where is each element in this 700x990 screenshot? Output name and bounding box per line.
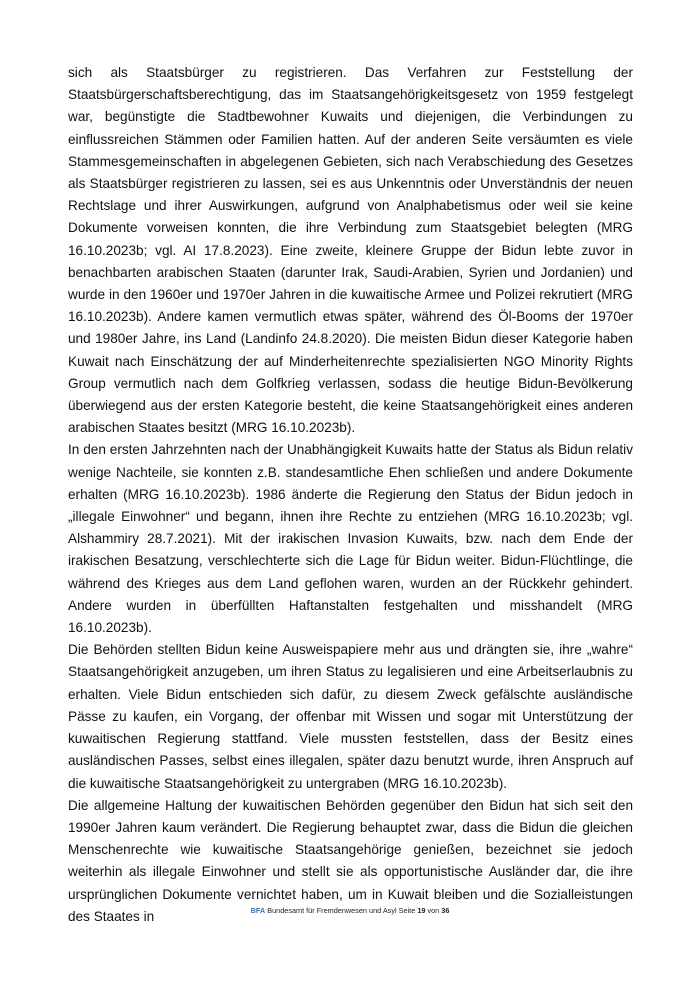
paragraph-4: Die allgemeine Haltung der kuwaitischen Behörden gegenüber den Bidun hat sich seit den 1990er Jahren kaum verändert. Die Regierung behauptet zwar, dass die Bidun die gleichen Menschenrechte wie kuwaitische Staatsangehörige genießen, bezeichnet sie jedoch weiterhin als illegale Einwohner und stellt sie als opportunistische Ausländer dar, die ihre ursprünglichen Dokumente vernichtet haben, um in Kuwait bleiben und die Sozialleistungen des Staates in xyxy=(68,797,633,924)
bfa-logo-text: BFA xyxy=(250,906,266,915)
footer-of-word: von xyxy=(427,906,440,915)
footer-page-current: 19 xyxy=(417,906,426,915)
document-body xyxy=(68,62,633,928)
footer-page-word: Seite xyxy=(398,906,416,915)
footer-page-total: 36 xyxy=(441,906,450,915)
footer-agency-name: Bundesamt für Fremdenwesen und Asyl xyxy=(267,906,397,915)
paragraph-2: In den ersten Jahrzehnten nach der Unabhängigkeit Kuwaits hatte der Status als Bidun relativ wenige Nachteile, sie konnten z.B. standesamtliche Ehen schließen und andere Dokumente erhalten (MRG 16.10.2023b). 1986 änderte die Regierung den Status der Bidun jedoch in „illegale Einwohner“ und begann, ihnen ihre Rechte zu entziehen (MRG 16.10.2023b; vgl. Alshammiry 28.7.2021). Mit der irakischen Invasion Kuwaits, bzw. nach dem Ende der irakischen Besatzung, verschlechterte sich die Lage für Bidun weiter. Bidun-Flüchtlinge, die während des Krieges aus dem Land geflohen waren, wurden an der Rückkehr gehindert. Andere wurden in überfüllten Haftanstalten festgehalten und misshandelt (MRG 16.10.2023b). xyxy=(68,442,633,636)
paragraph-3: Die Behörden stellten Bidun keine Ausweispapiere mehr aus und drängten sie, ihre „wahre“ Staatsangehörigkeit anzugeben, um ihren Status zu legalisieren und eine Arbeitserlaubnis zu erhalten. Viele Bidun entschieden sich dafür, zu diesem Zweck gefälschte ausländische Pässe zu kaufen, ein Vorgang, der offenbar mit Wissen und sogar mit Unterstützung der kuwaitischen Regierung stattfand. Viele mussten feststellen, dass der Besitz eines ausländischen Passes, selbst eines illegalen, später dazu benutzt wurde, ihren Anspruch auf die kuwaitische Staatsangehörigkeit zu untergraben (MRG 16.10.2023b). xyxy=(68,642,633,791)
page-footer xyxy=(0,906,700,915)
paragraph-1: sich als Staatsbürger zu registrieren. Das Verfahren zur Feststellung der Staatsbürgerschaftsberechtigung, das im Staatsangehörigkeitsgesetz von 1959 festgelegt war, begünstigte die Stadtbewohner Kuwaits und diejenigen, die Verbindungen zu einflussreichen Stämmen oder Familien hatten. Auf der anderen Seite versäumten es viele Stammesgemeinschaften in abgelegenen Gebieten, sich nach Verabschiedung des Gesetzes als Staatsbürger registrieren zu lassen, sei es aus Unkenntnis oder Unverständnis der neuen Rechtslage und ihrer Auswirkungen, aufgrund von Analphabetismus oder weil sie keine Dokumente vorweisen konnten, die ihre Verbindung zum Staatsgebiet belegten (MRG 16.10.2023b; vgl. AI 17.8.2023). Eine zweite, kleinere Gruppe der Bidun lebte zuvor in benachbarten arabischen Staaten (darunter Irak, Saudi-Arabien, Syrien und Jordanien) und wurde in den 1960er und 1970er Jahren in die kuwaitische Armee und Polizei rekrutiert (MRG 16.10.2023b). Andere kamen vermutlich etwas später, während des Öl-Booms der 1970er und 1980er Jahre, ins Land (Landinfo 24.8.2020). Die meisten Bidun dieser Kategorie haben Kuwait nach Einschätzung der auf Minderheitenrechte spezialisierten NGO Minority Rights Group vermutlich nach dem Golfkrieg verlassen, sodass die heutige Bidun-Bevölkerung überwiegend aus der ersten Kategorie besteht, die keine Staatsangehörigkeit eines anderen arabischen Staates besitzt (MRG 16.10.2023b). xyxy=(68,65,633,436)
